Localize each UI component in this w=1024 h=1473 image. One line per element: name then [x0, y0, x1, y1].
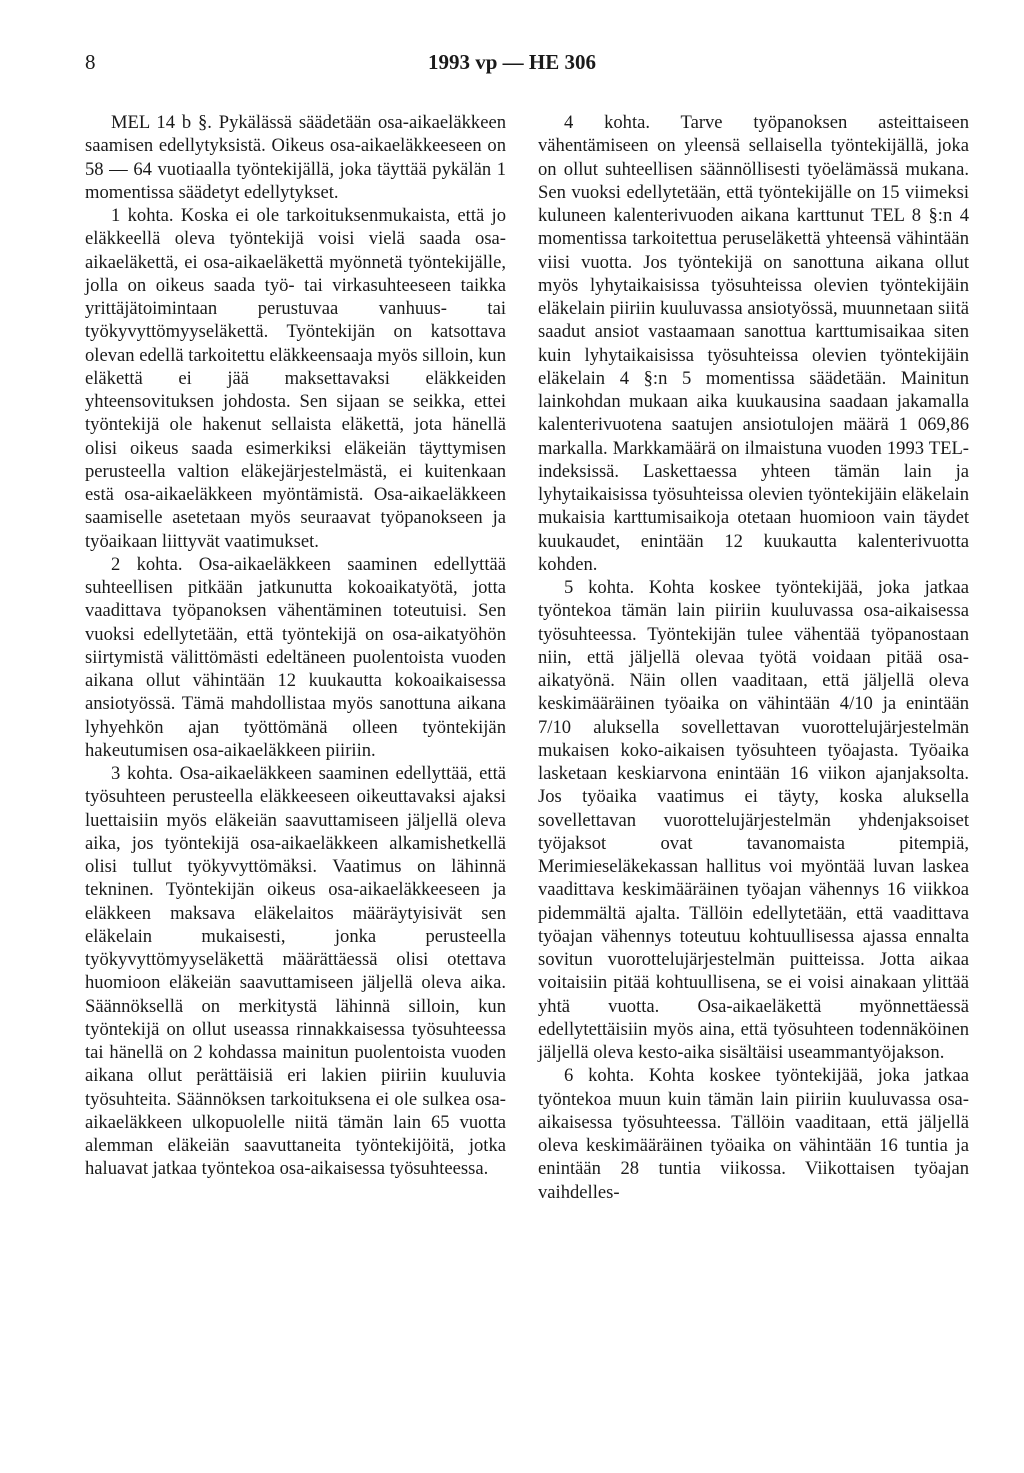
paragraph-kohta-3: 3 kohta. Osa-aikaeläkkeen saaminen edellyttää, että työsuhteen perusteella eläkkeeseen oikeuttavaksi ajaksi luettaisiin myös eläkeiän saavuttamiseen jäljellä oleva aika, jos työntekijä osa-aikaeläkkeen alkamishetkellä olisi tullut työkyvyttömäksi. Vaatimus on lähinnä tekninen. Työntekijän oikeus osa-aikaeläkkeeseen ja eläkkeen maksava eläkelaitos määräytyisivät sen eläkelain mukaisesti, jonka perusteella työkyvyttömyyseläkettä määrättäessä olisi otettava huomioon eläkeiän saavuttamiseen jäljellä oleva aika. Säännöksellä on merkitystä lähinnä silloin, kun työntekijä on ollut useassa rinnakkaisessa työsuhteessa tai hänellä on 2 kohdassa mainitun puolentoista vuoden aikana ollut perättäisiä eri lakien piiriin kuuluvia työsuhteita. Säännöksen tarkoituksena ei ole sulkea osa-aikaeläkkeen ulkopuolelle niitä tämän lain 65 vuotta alemman eläkeiän saavuttaneita työntekijöitä, jotka haluavat jatkaa työntekoa osa-aikaisessa työsuhteessa. — [85, 763, 506, 1180]
left-column — [85, 111, 506, 1181]
page-header — [0, 50, 1024, 84]
paragraph-kohta-4: 4 kohta. Tarve työpanoksen asteittaiseen vähentämiseen on yleensä sellaisella työntekijällä, joka on ollut suhteellisen säännöllisesti työelämässä mukana. Sen vuoksi edellytetään, että työntekijälle on 15 viimeksi kuluneen kalenterivuoden aikana karttunut TEL 8 §:n 4 momentissa tarkoitettua peruseläkettä yhteensä vähintään viisi vuotta. Jos työntekijä on sanottuna aikana ollut myös lyhytaikaisissa työsuhteissa olevien työntekijäin eläkelain piiriin kuuluvassa ansiotyössä, muunnetaan siitä saadut ansiot vastaamaan sanottua karttumisaikaa siten kuin lyhytaikaisissa työsuhteissa olevien työntekijäin eläkelain 4 §:n 5 momentissa säädetään. Mainitun lainkohdan mukaan aika kuukausina saadaan jakamalla kalenterivuotena saatujen ansiotulojen määrä 1 069,86 markalla. Markkamäärä on ilmaistuna vuoden 1993 TEL-indeksissä. Laskettaessa yhteen tämän lain ja lyhytaikaisissa työsuhteissa olevien työntekijäin eläkelain mukaisia karttumisaikoja otetaan huomioon vain täydet kuukaudet, enintään 12 kuukautta kalenterivuotta kohden. — [538, 112, 969, 575]
paragraph-kohta-1: 1 kohta. Koska ei ole tarkoituksenmukaista, että jo eläkkeellä oleva työntekijä voisi vielä saada osa-aikaeläkettä, ei osa-aikaeläkettä myönnetä työntekijälle, jolla on oikeus saada työ- tai virkasuhteeseen taikka yrittäjätoimintaan perustuvaa vanhuus- tai työkyvyttömyyseläkettä. Työntekijän on katsottava olevan edellä tarkoitettu eläkkeensaaja myös silloin, kun eläkettä ei jää maksettavaksi eläkkeiden yhteensovituksen johdosta. Sen sijaan se seikka, ettei työntekijä ole hakenut sellaista eläkettä, jota hänellä olisi oikeus saada esimerkiksi eläkeiän täyttymisen perusteella valtion eläkejärjestelmästä, ei kuitenkaan estä osa-aikaeläkkeen myöntämistä. Osa-aikaeläkkeen saamiselle asetetaan myös seuraavat työpanokseen ja työaikaan liittyvät vaatimukset. — [85, 205, 506, 552]
paragraph-kohta-2: 2 kohta. Osa-aikaeläkkeen saaminen edellyttää suhteellisen pitkään jatkunutta kokoaikatyötä, jotta vaadittava työpanoksen vähentäminen toteutuisi. Sen vuoksi edellytetään, että työntekijä on osa-aikatyöhön siirtymistä välittömästi edeltäneen puolentoista vuoden aikana ollut vähintään 12 kuukautta kokoaikaisessa ansiotyössä. Tämä mahdollistaa myös sanottuna aikana lyhyehkön ajan työttömänä olleen työntekijän hakeutumisen osa-aikaeläkkeen piiriin. — [85, 553, 506, 761]
paragraph-kohta-6: 6 kohta. Kohta koskee työntekijää, joka jatkaa työntekoa muun kuin tämän lain piiriin kuuluvassa osa-aikaisessa työsuhteessa. Tällöin vaaditaan, että jäljellä oleva keskimääräinen työaika on vähintään 16 tuntia ja enintään 28 tuntia viikossa. Viikottaisen työajan vaihdelles- — [538, 1065, 969, 1203]
page-number: 8 — [85, 50, 96, 74]
paragraph-mel-14b: MEL 14 b §. Pykälässä säädetään osa-aikaeläkkeen saamisen edellytyksistä. Oikeus osa-aikaeläkkeeseen on 58 — 64 vuotiaalla työntekijällä, joka täyttää pykälän 1 momentissa säädetyt edellytykset. — [85, 112, 506, 203]
paragraph-kohta-5: 5 kohta. Kohta koskee työntekijää, joka jatkaa työntekoa tämän lain piiriin kuuluvassa osa-aikaisessa työsuhteessa. Työntekijän tulee vähentää työpanostaan niin, että jäljellä olevaa työtä voidaan pitää osa-aikatyönä. Näin ollen vaaditaan, että jäljellä oleva keskimääräinen työaika on vähintään 4/10 ja enintään 7/10 aluksella sovellettavan vuorottelujärjestelmän mukaisen koko-aikaisen työsuhteen työajasta. Työaika lasketaan keskiarvona enintään 16 viikon ajanjaksolta. Jos työaika vaatimus ei täyty, koska aluksella sovellettavan vuorottelujärjestelmän yhdenjaksoiset työjaksot ovat tavanomaista pitempiä, Merimieseläkekassan hallitus voi myöntää luvan laskea vaadittava keskimääräinen työajan vähennys 16 viikkoa pidemmältä ajalta. Tällöin edellytetään, että vaadittava työajan vähennys toteutuu kohtuullisessa ajassa ennalta sovitun vuorottelujärjestelmän puitteissa. Jotta aikaa voitaisiin pitää kohtuullisena, se ei voisi ainakaan ylittää yhtä vuotta. Osa-aikaeläkettä myönnettäessä edellytettäisiin myös aina, että työsuhteen todennäköinen jäljellä oleva kesto-aika sisältäisi useammantyöjakson. — [538, 577, 969, 1063]
running-title: 1993 vp — HE 306 — [427, 50, 597, 74]
right-column — [538, 111, 969, 1204]
